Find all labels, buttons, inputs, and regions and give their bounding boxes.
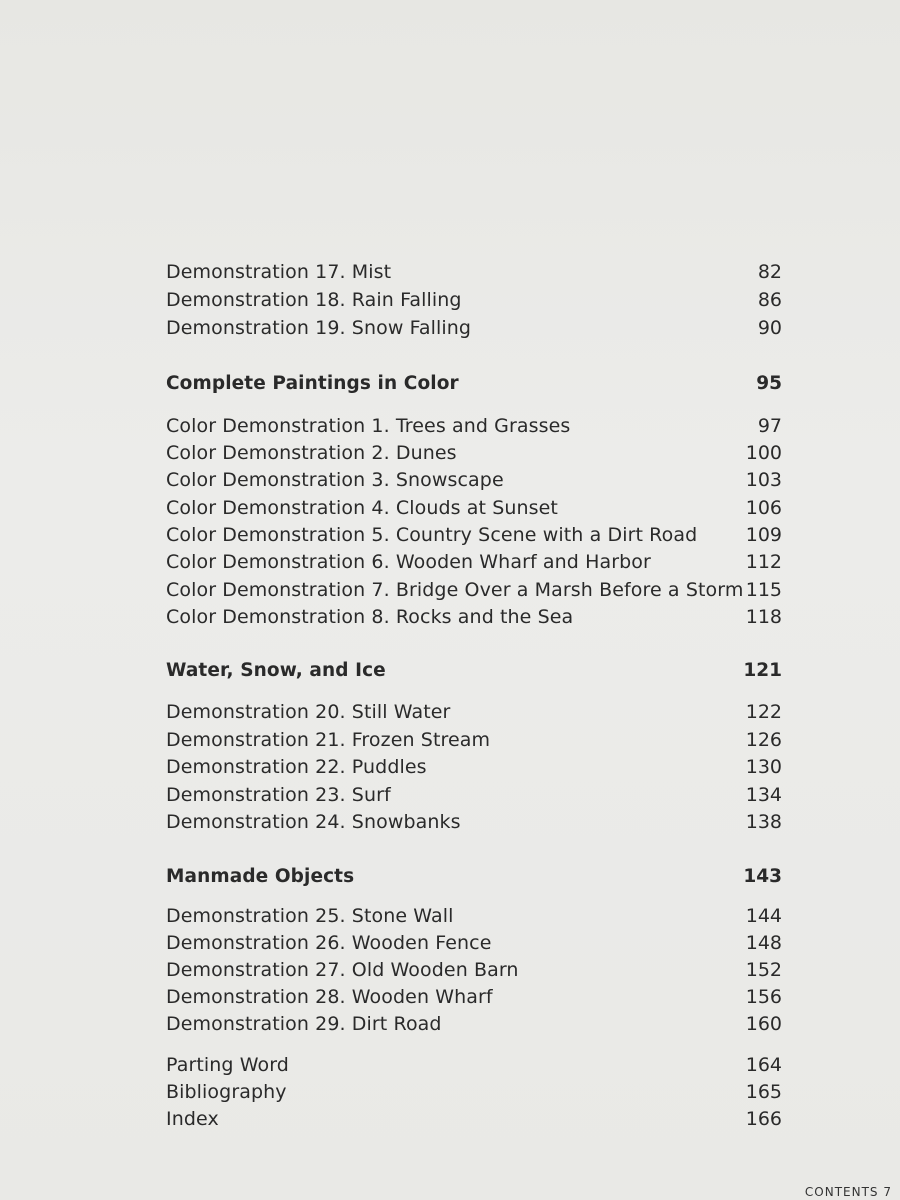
toc-entry-page: 164 xyxy=(745,1054,782,1076)
toc-entry xyxy=(166,904,782,928)
toc-entry-title: Demonstration 24. Snowbanks xyxy=(166,811,461,833)
toc-entry xyxy=(166,414,782,438)
toc-entry xyxy=(166,441,782,465)
toc-entry-page: 134 xyxy=(745,784,782,806)
toc-entry xyxy=(166,1080,782,1104)
toc-entry-page: 82 xyxy=(757,261,782,283)
toc-entry-page: 166 xyxy=(745,1108,782,1130)
toc-section-page: 95 xyxy=(756,373,782,394)
toc-entry xyxy=(166,1053,782,1077)
toc-section-heading xyxy=(166,659,782,683)
toc-entry-title: Color Demonstration 6. Wooden Wharf and Harbor xyxy=(166,551,651,573)
toc-entry-title: Demonstration 22. Puddles xyxy=(166,756,427,778)
toc-entry xyxy=(166,496,782,520)
toc-section-title: Complete Paintings in Color xyxy=(166,373,459,394)
toc-entry xyxy=(166,755,782,779)
toc-entry-page: 148 xyxy=(745,932,782,954)
toc-entry-page: 103 xyxy=(745,469,782,491)
toc-entry xyxy=(166,1012,782,1036)
toc-entry-title: Color Demonstration 8. Rocks and the Sea xyxy=(166,606,574,628)
toc-entry xyxy=(166,728,782,752)
toc-entry-page: 160 xyxy=(745,1013,782,1035)
toc-entry-page: 100 xyxy=(745,442,782,464)
toc-entry-page: 90 xyxy=(757,317,782,339)
toc-entry xyxy=(166,578,782,602)
toc-entry xyxy=(166,260,782,284)
toc-entry-title: Demonstration 27. Old Wooden Barn xyxy=(166,959,519,981)
toc-entry-page: 165 xyxy=(745,1081,782,1103)
toc-entry-page: 115 xyxy=(745,579,782,601)
toc-entry-page: 86 xyxy=(757,289,782,311)
toc-entry-title: Bibliography xyxy=(166,1081,287,1103)
toc-entry xyxy=(166,288,782,312)
toc-entry-title: Color Demonstration 1. Trees and Grasses xyxy=(166,415,571,437)
toc-entry-page: 152 xyxy=(745,959,782,981)
toc-entry-title: Index xyxy=(166,1108,219,1130)
toc-entry xyxy=(166,523,782,547)
toc-section-heading xyxy=(166,372,782,396)
toc-entry-title: Demonstration 18. Rain Falling xyxy=(166,289,462,311)
toc-entry-page: 122 xyxy=(745,701,782,723)
toc-section-title: Manmade Objects xyxy=(166,866,355,887)
toc-entry xyxy=(166,1107,782,1131)
toc-entry-page: 130 xyxy=(745,756,782,778)
toc-entry-page: 109 xyxy=(745,524,782,546)
toc-entry-title: Demonstration 26. Wooden Fence xyxy=(166,932,492,954)
toc-entry xyxy=(166,700,782,724)
toc-entry-title: Demonstration 28. Wooden Wharf xyxy=(166,986,493,1008)
toc-entry-title: Demonstration 29. Dirt Road xyxy=(166,1013,442,1035)
toc-entry-title: Parting Word xyxy=(166,1054,289,1076)
toc-entry-title: Color Demonstration 4. Clouds at Sunset xyxy=(166,497,558,519)
toc-entry-title: Color Demonstration 3. Snowscape xyxy=(166,469,504,491)
toc-section-heading xyxy=(166,865,782,889)
toc-entry-page: 126 xyxy=(745,729,782,751)
toc-entry-page: 118 xyxy=(745,606,782,628)
toc-entry xyxy=(166,931,782,955)
toc-entry xyxy=(166,958,782,982)
toc-entry-page: 156 xyxy=(745,986,782,1008)
toc-entry xyxy=(166,985,782,1009)
toc-entry-title: Demonstration 20. Still Water xyxy=(166,701,451,723)
toc-entry-title: Color Demonstration 2. Dunes xyxy=(166,442,457,464)
toc-entry-title: Demonstration 25. Stone Wall xyxy=(166,905,454,927)
toc-entry xyxy=(166,605,782,629)
toc-entry-page: 97 xyxy=(757,415,782,437)
toc-section-title: Water, Snow, and Ice xyxy=(166,660,386,681)
toc-entry-title: Demonstration 19. Snow Falling xyxy=(166,317,472,339)
toc-entry-title: Color Demonstration 7. Bridge Over a Marsh Before a Storm xyxy=(166,579,744,601)
toc-entry xyxy=(166,316,782,340)
toc-entry-page: 106 xyxy=(745,497,782,519)
toc-entry xyxy=(166,550,782,574)
toc-entry xyxy=(166,468,782,492)
toc-entry xyxy=(166,810,782,834)
toc-entry-title: Demonstration 23. Surf xyxy=(166,784,391,806)
running-footer: CONTENTS 7 xyxy=(804,1185,892,1199)
toc-entry-page: 112 xyxy=(745,551,782,573)
toc-entry-page: 144 xyxy=(745,905,782,927)
toc-entry-title: Demonstration 17. Mist xyxy=(166,261,392,283)
toc-entry-page: 138 xyxy=(745,811,782,833)
toc-entry-title: Color Demonstration 5. Country Scene with a Dirt Road xyxy=(166,524,698,546)
toc-entry xyxy=(166,783,782,807)
toc-entry-title: Demonstration 21. Frozen Stream xyxy=(166,729,491,751)
toc-section-page: 143 xyxy=(743,866,782,887)
toc-section-page: 121 xyxy=(743,660,782,681)
